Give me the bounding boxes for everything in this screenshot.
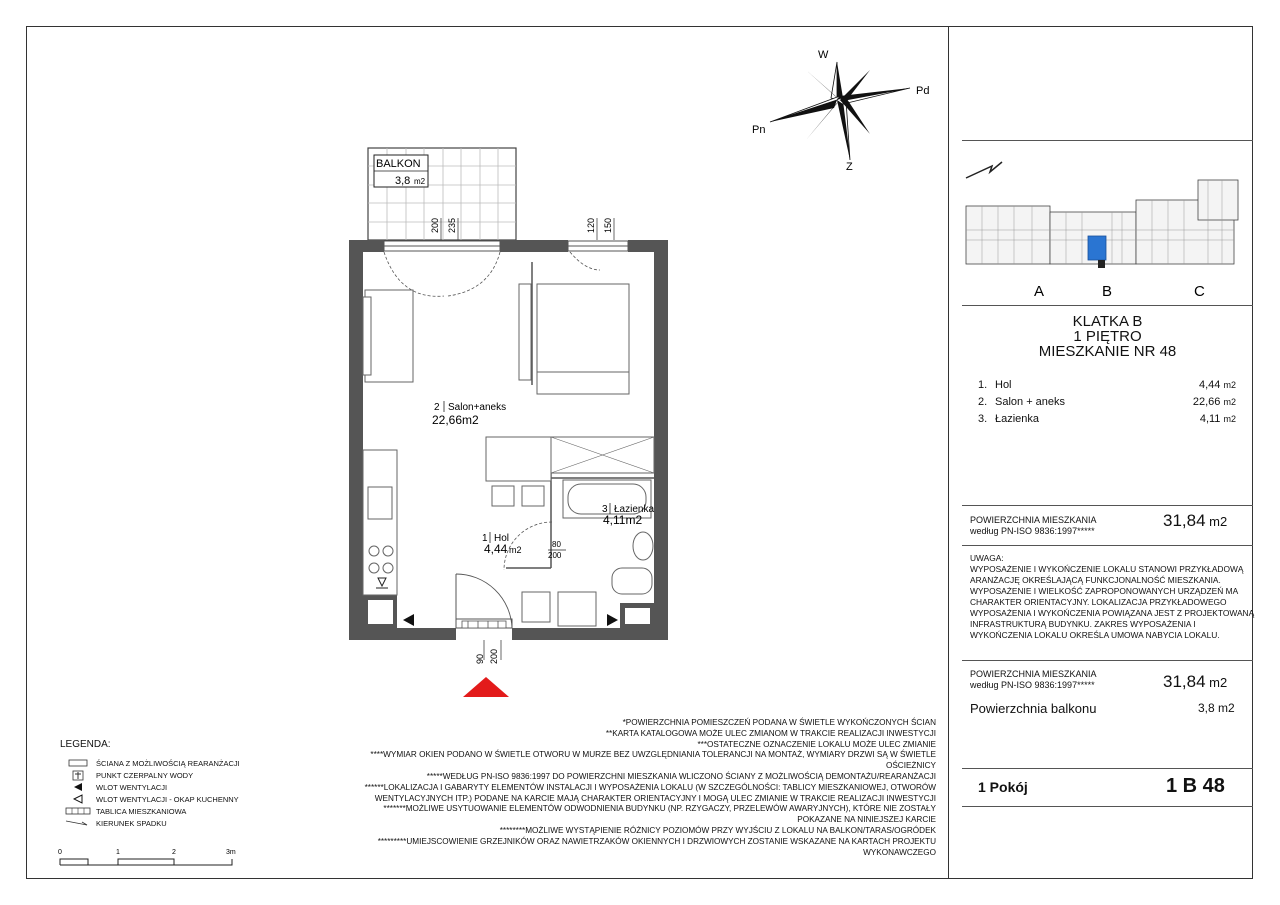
balcony-area-label: Powierzchnia balkonu [970,701,1097,716]
legend-item: KIERUNEK SPADKU [60,817,240,829]
north-arrow-icon [966,162,1002,178]
remarks-text: WYPOSAŻENIE I WYKOŃCZENIE LOKALU STANOWI PRZYKŁADOWĄ ARANŻACJĘ OKREŚLAJĄCĄ FUNKCJONALNOŚĆ MIESZKANIA. WYPOSAŻENIE I WIELKOŚĆ ZAPROPONOWANYCH URZĄDZEŃ MA CHARAKTER ORIENTACYJNY. LOKALIZACJA PRZYKŁADOWEGO WYPOSAŻENIA I WYKOŃCZENIA POWIĄZANA JEST Z PROJEKTOWANĄ INFRASTRUKTURĄ BUDYNKU. ZAKRES WYPOSAŻENIA I WYKOŃCZENIA LOKALU OKREŚLA UMOWA NABYCIA LOKALU. [970,564,1255,640]
divider [962,545,1253,546]
compass-rose-icon [770,62,910,160]
divider [962,768,1253,769]
key-plan-b: B [1102,283,1113,300]
balcony-unit: m2 [414,177,426,186]
legend-item: WLOT WENTYLACJI [60,781,240,793]
divider [962,660,1253,661]
apartment-panel-icon [462,621,506,628]
room3-num: 3 [602,504,608,515]
remarks-title: UWAGA: [970,553,1004,563]
balcony-area: 3,8 [395,175,411,187]
water-pump-point-icon [72,770,84,781]
footnote: *****WEDŁUG PN-ISO 9836:1997 DO POWIERZCHNI MIESZKANIA WLICZONO ŚCIANY Z MOŻLIWOŚCIĄ DEMONTAŻU/REARANŻACJI [426,771,936,781]
footnote: *POWIERZCHNIA POMIESZCZEŃ PODANA W ŚWIETLE WYKOŃCZONYCH ŚCIAN [622,718,936,727]
footnote: ****WYMIAR OKIEN PODANO W ŚWIETLE OTWORU W MURZE BEZ UWZGLĘDNIANIA TOLERANCJI NA MONTAŻ, WYMIARY DRZWI SĄ W ŚWIETLE OŚCIEŻNICY [370,750,936,771]
balcony-area-value: 3,8 m2 [1198,701,1235,715]
window1-dim-b: 235 [447,217,457,233]
area-value-2: 31,84 m2 [1163,672,1228,691]
footnotes [360,718,936,858]
legend-item: PUNKT CZERPALNY WODY [60,769,240,781]
bath-door-h: 200 [548,551,562,560]
entry-door-dim-h: 200 [489,648,499,664]
stairwell-label: KLATKA B [1072,313,1143,330]
apartment-code: 1 B 48 [1166,775,1225,797]
bath-door-w: 80 [552,540,561,549]
remarks [970,553,1255,641]
key-plan-a: A [1034,283,1045,300]
footnote: **KARTA KATALOGOWA MOŻE ULEC ZMIANOM W TRAKCIE REALIZACJI INWESTYCJI [605,728,936,738]
compass-w: Pn [752,124,766,136]
area-label-2: POWIERZCHNIA MIESZKANIA według PN-ISO 9836:1997***** [970,669,1097,690]
svg-text:3m: 3m [226,849,236,856]
balcony-label: BALKON [376,158,421,170]
divider [962,140,1253,141]
room-count: 1 Pokój [978,779,1028,795]
apartment-heading [962,314,1253,359]
panel-divider [948,26,949,879]
compass-s: Z [846,161,853,173]
room2-area: 22,66m2 [432,413,479,427]
legend-item: TABLICA MIESZKANIOWA [60,805,240,817]
ventilation-inlet-icon [607,614,618,626]
window2-dim-a: 120 [586,217,596,233]
ventilation-inlet-icon [403,614,414,626]
footnote: ******LOKALIZACJA I GABARYTY ELEMENTÓW INSTALACJI I WYPOSAŻENIA LOKALU (W SZCZEGÓLNOŚCI: TABLICY MIESZKANIOWEJ, OTWORÓW WENTYLACYJNYCH ITP.) PODANE NA KARCIE MAJĄ CHARAKTER ORIENTACYJNY I MOGĄ ULEC ZMIANIE W TRAKCIE REALIZACJI INWESTYCJI [364,782,936,803]
room3-area: 4,11m2 [603,513,643,527]
list-item: 1. Hol 4,44 m2 [978,378,1236,391]
divider [962,305,1253,306]
divider [962,806,1253,807]
svg-text:2: 2 [172,849,176,856]
room3-name: Łazienka [614,504,655,515]
entrance-arrow-icon [463,677,509,697]
room1-name: Hol [494,533,510,544]
legend-item: ŚCIANA Z MOŻLIWOŚCIĄ REARANŻACJI [60,757,240,769]
floor-label: 1 PIĘTRO [1073,328,1142,345]
slope-direction-icon [65,819,91,827]
room1-area: 4,44 [484,542,508,556]
footnote: ********MOŻLIWE WYSTĄPIENIE RÓŻNICY POZIOMÓW PRZY WYJŚCIU Z LOKALU NA BALKON/TARAS/OGRÓDEK [499,825,936,835]
room-list [978,376,1236,427]
key-plan [962,150,1253,300]
scale-bar [56,845,246,869]
list-item: 2. Salon + aneks 22,66 m2 [978,395,1236,408]
footnote: *********UMIEJSCOWIENIE GRZEJNIKÓW ORAZ NAWIETRZAKÓW OKIENNYCH I DRZWIOWYCH ZOSTANIE WSKAZANE NA KARTACH PROJEKTU WYKONAWCZEGO [377,836,936,857]
window1-dim-a: 200 [430,217,440,233]
footnote: *******MOŻLIWE USYTUOWANIE ELEMENTÓW ODWODNIENIA BUDYNKU (NP. RZYGACZY, PRZELEWÓW AWARYJNYCH), KTÓRE NIE ZOSTAŁY POKAZANE NA NINIEJSZEJ KARCIE [383,804,936,825]
rearrangeable-wall-icon [68,759,88,767]
apartment-panel-icon [65,807,91,815]
room2-name: Salon+aneks [448,402,507,413]
svg-text:0: 0 [58,849,62,856]
legend-item: WLOT WENTYLACJI - OKAP KUCHENNY [60,793,240,805]
legend [60,739,240,829]
legend-title: LEGENDA: [60,739,111,750]
svg-text:1: 1 [116,849,120,856]
divider [962,505,1253,506]
room1-unit: m2 [509,545,522,555]
key-plan-c: C [1194,283,1205,300]
balcony [368,148,516,240]
area-label: POWIERZCHNIA MIESZKANIA według PN-ISO 9836:1997***** [970,515,1097,536]
footnote: ***OSTATECZNE OZNACZENIE LOKALU MOŻE ULEC ZMIANIE [697,739,936,749]
ventilation-inlet-icon [73,782,83,792]
compass-e: Pd [916,85,930,97]
entry-door-dim-w: 90 [475,653,485,664]
room2-num: 2 [434,402,440,413]
area-value: 31,84 m2 [1163,511,1228,530]
window2-dim-b: 150 [603,217,613,233]
apartment-number: MIESZKANIE NR 48 [1038,343,1177,360]
kitchen-hood-ventilation-icon [73,794,83,804]
apartment-highlight [1088,236,1106,260]
list-item: 3. Łazienka 4,11 m2 [978,412,1236,425]
compass-n: W [818,49,829,61]
room1-num: 1 [482,533,488,544]
furniture [363,284,654,626]
